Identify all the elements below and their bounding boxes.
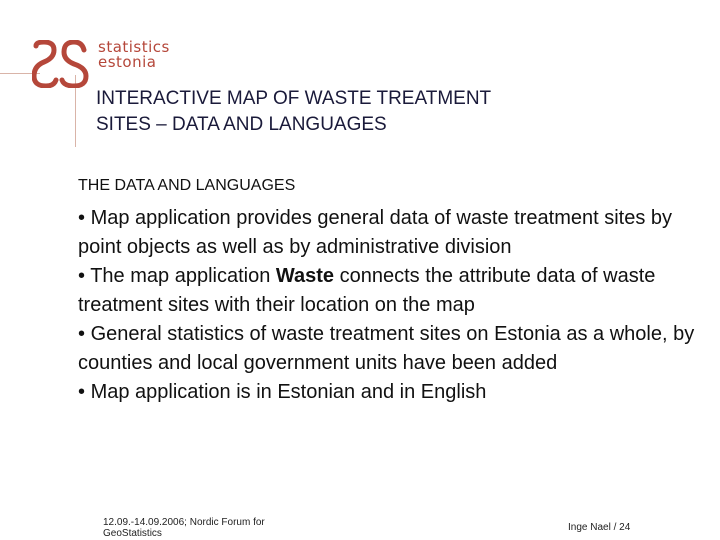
section-heading: THE DATA AND LANGUAGES: [78, 177, 296, 194]
footer-event-line-1: 12.09.-14.09.2006; Nordic Forum for: [103, 517, 265, 528]
footer-author-page: Inge Nael / 24: [568, 522, 631, 533]
page-title: [96, 86, 656, 138]
bullet-emphasis: Waste: [275, 265, 335, 287]
logo-wordmark: [98, 40, 170, 70]
bullet-text: Map application provides general data of waste treatment sites by point objects as well as by administrative division: [78, 207, 673, 258]
bullet-marker: •: [78, 207, 86, 229]
logo-line-1: statistics: [98, 38, 170, 56]
bullet-list: [78, 204, 698, 407]
bullet-item: [78, 262, 698, 320]
bullet-text: General statistics of waste treatment sites on Estonia as a whole, by counties and local government units have been added: [78, 323, 695, 374]
bullet-text-pre: The map application: [90, 265, 276, 287]
bullet-item: [78, 204, 698, 262]
bullet-text-post: connects the attribute data of waste treatment sites with their location on the map: [78, 265, 656, 316]
bullet-item: [78, 378, 698, 407]
bullet-marker: •: [78, 265, 86, 287]
footer-event: [103, 517, 323, 539]
bullet-item: [78, 320, 698, 378]
footer-event-line-2: GeoStatistics: [103, 528, 162, 539]
logo-line-2: estonia: [98, 53, 157, 71]
bullet-marker: •: [78, 323, 86, 345]
bullet-marker: •: [78, 381, 86, 403]
title-line-2: SITES – DATA AND LANGUAGES: [96, 114, 387, 135]
title-line-1: INTERACTIVE MAP OF WASTE TREATMENT: [96, 88, 492, 109]
statistics-estonia-logo-icon: [32, 40, 90, 88]
bullet-text: Map application is in Estonian and in English: [90, 381, 487, 403]
